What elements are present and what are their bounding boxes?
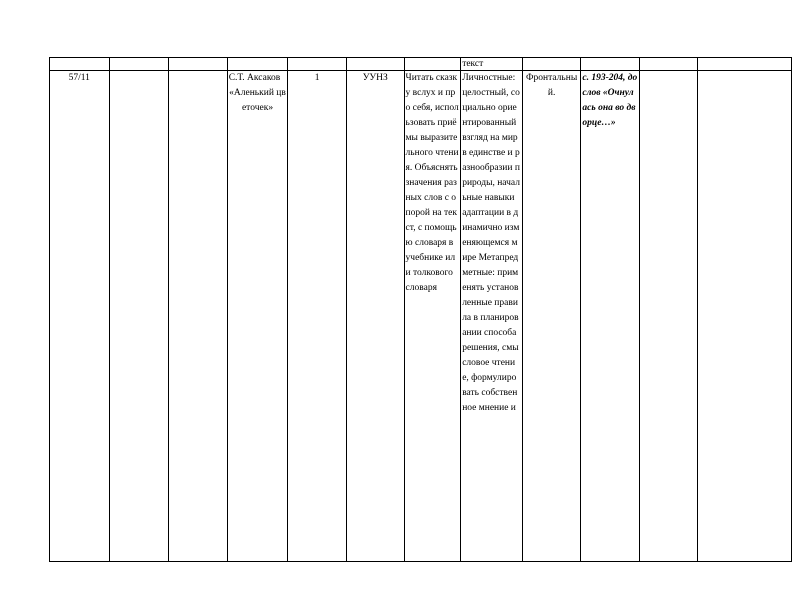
cell-r1-c3 [169,58,228,71]
cell-r1-c12 [697,58,791,71]
cell-r1-c7 [404,58,461,71]
table-row-continued [50,58,792,71]
cell-r1-c4 [227,58,288,71]
control-cell: Фронтальный. [522,71,581,562]
cell-r2-c3 [169,71,228,562]
cell-r2-c11 [640,71,698,562]
hours-cell: 1 [288,71,347,562]
lesson-type-cell: УУНЗ [346,71,404,562]
cell-r1-c1 [50,58,110,71]
cell-r2-c12 [697,71,791,562]
cell-r1-c10 [581,58,640,71]
activity-cell: Читать сказку вслух и про себя, использовать приёмы выразительного чтения. Объяснять значения разных слов с опорой на текст, с помощью словаря в учебнике или толкового словаря [404,71,461,562]
cell-r1-c8: текст [461,58,523,71]
cell-r1-c2 [109,58,169,71]
lesson-plan-table [49,57,792,562]
cell-r1-c11 [640,58,698,71]
cell-r1-c9 [522,58,581,71]
table-row-lesson [50,71,792,562]
cell-r2-c2 [109,71,169,562]
cell-r1-c5 [288,58,347,71]
author-text: С.Т. Аксаков [228,73,281,83]
cell-r1-c6 [346,58,404,71]
homework-cell: с. 193-204, до слов «Очнулась она во дворце…» [581,71,640,562]
title-text: «Аленький цветочек» [229,88,286,113]
topic-cell [227,71,288,562]
results-cell: Личностные: целостный, социально ориентированный взгляд на мир в единстве и разнообразии природы, начальные навыки адаптации в динамично изменяющемся мире Метапредметные: применять установленные правила в планировании способа решения, смысловое чтение, формулировать собственное мнение и [461,71,523,562]
lesson-number-cell: 57/11 [50,71,110,562]
